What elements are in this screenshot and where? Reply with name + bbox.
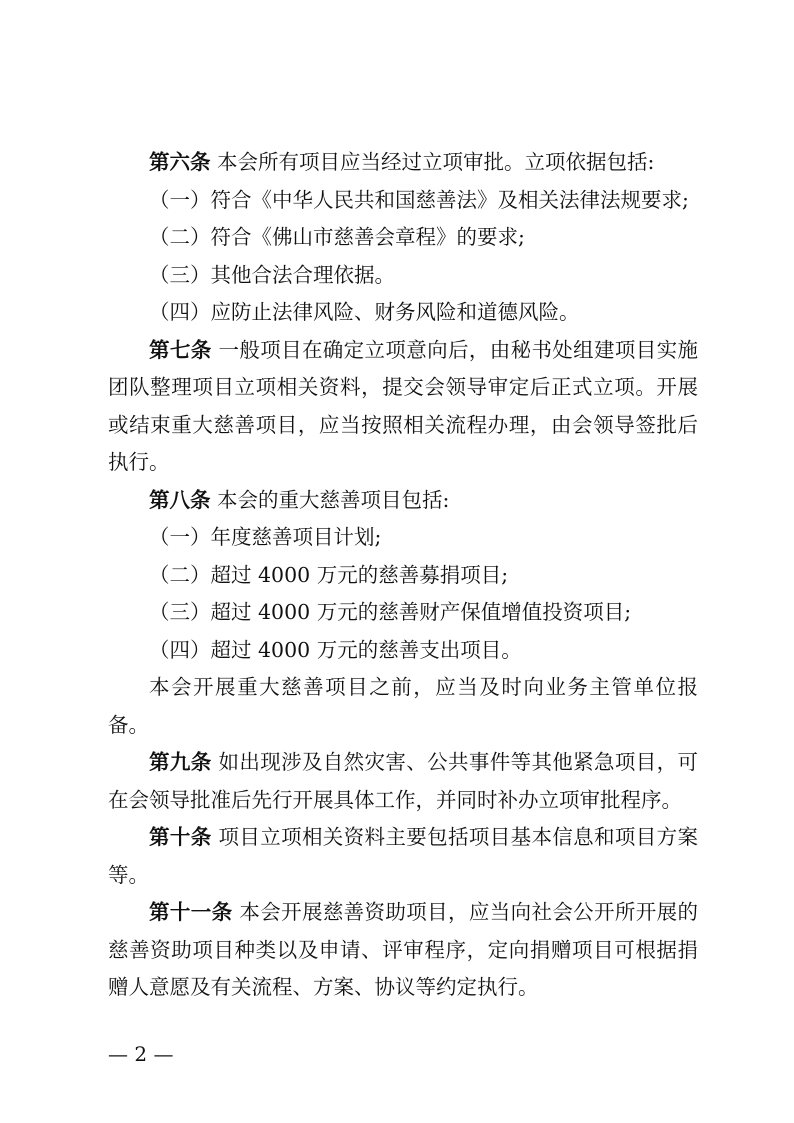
article-8-item-3: （三）超过 4000 万元的慈善财产保值增值投资项目; <box>149 600 632 624</box>
article-8-item-2: （二）超过 4000 万元的慈善募捐项目; <box>149 562 509 587</box>
article-6-item-4: （四）应防止法律风险、财务风险和道德风险。 <box>149 300 580 324</box>
article-7 <box>108 332 698 482</box>
article-6-text: 本会所有项目应当经过立项审批。立项依据包括: <box>217 150 655 174</box>
article-8-text: 本会的重大慈善项目包括: <box>217 487 450 512</box>
article-9-text: 如出现涉及自然灾害、公共事件等其他紧急项目，可在会领导批准后先行开展具体工作，并同时补办立项审批程序。 <box>108 750 698 812</box>
article-10-text: 项目立项相关资料主要包括项目基本信息和项目方案等。 <box>108 825 698 887</box>
article-8-item-1: （一）年度慈善项目计划; <box>149 525 382 549</box>
article-8-note: 本会开展重大慈善项目之前，应当及时向业务主管单位报备。 <box>108 675 698 737</box>
article-9 <box>108 744 698 819</box>
article-6-item-3: （三）其他合法合理依据。 <box>149 262 395 287</box>
article-6-item-2: （二）符合《佛山市慈善会章程》的要求; <box>149 225 525 249</box>
article-10-heading: 第十条 <box>149 825 212 849</box>
article-10 <box>108 819 698 894</box>
article-7-text: 一般项目在确定立项意向后，由秘书处组建项目实施团队整理项目立项相关资料，提交会领导审定后正式立项。开展或结束重大慈善项目，应当按照相关流程办理，由会领导签批后执行。 <box>108 337 698 474</box>
page-number: — 2 — <box>108 1042 174 1066</box>
document-body <box>108 144 698 1007</box>
article-11-text: 本会开展慈善资助项目，应当向社会公开所开展的慈善资助项目种类以及申请、评审程序，定向捐赠项目可根据捐赠人意愿及有关流程、方案、协议等约定执行。 <box>108 900 699 999</box>
article-7-heading: 第七条 <box>149 337 212 362</box>
article-9-heading: 第九条 <box>149 750 212 774</box>
article-11-heading: 第十一条 <box>149 900 233 924</box>
article-6-item-1: （一）符合《中华人民共和国慈善法》及相关法律法规要求; <box>149 187 689 212</box>
article-8-item-4: （四）超过 4000 万元的慈善支出项目。 <box>149 637 522 662</box>
article-6-heading: 第六条 <box>149 150 211 174</box>
article-11 <box>108 894 698 1007</box>
article-8-heading: 第八条 <box>149 487 211 512</box>
article-8 <box>108 482 698 520</box>
article-6 <box>108 144 698 182</box>
